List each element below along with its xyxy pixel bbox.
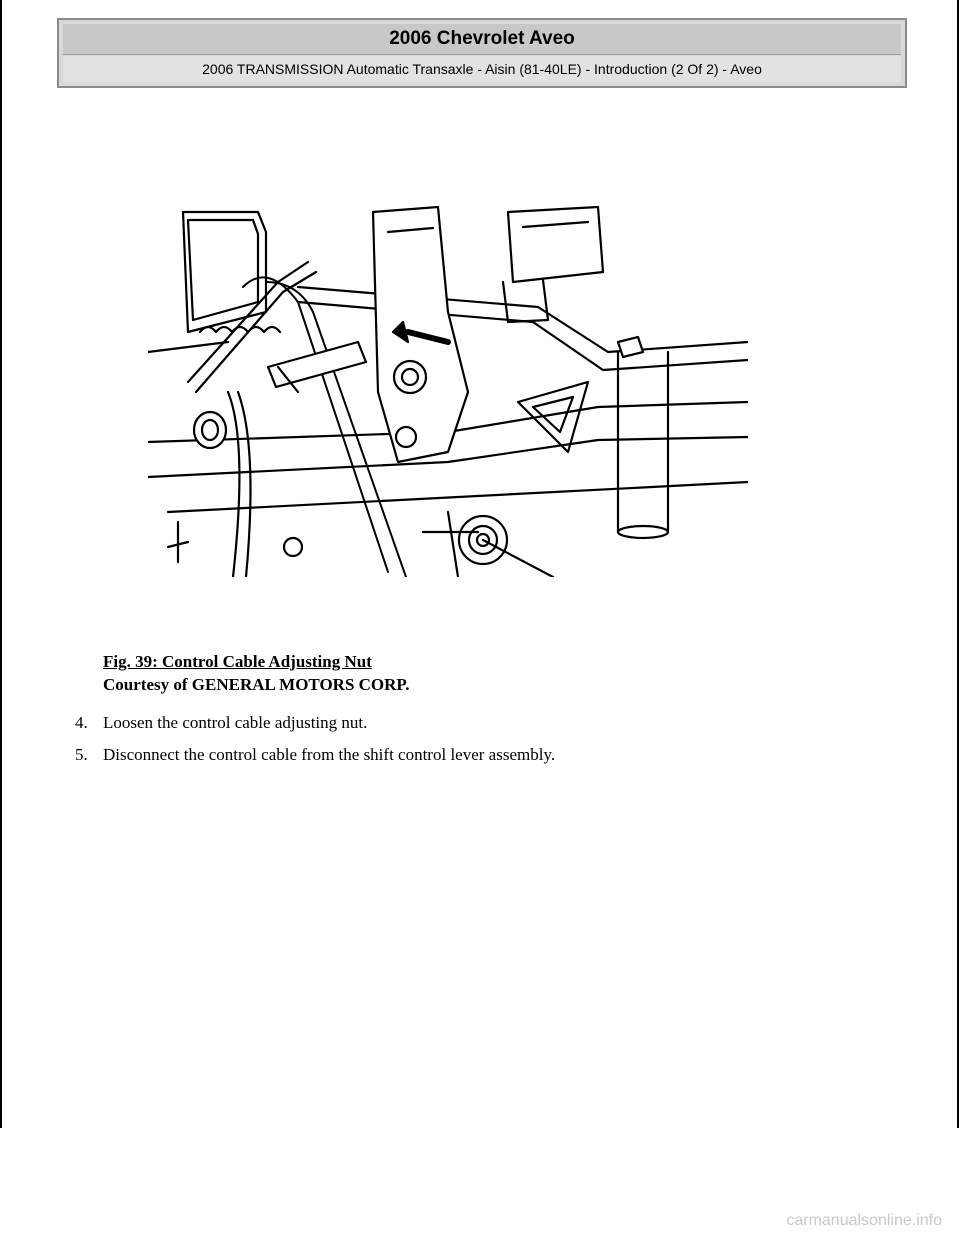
document-subtitle: 2006 TRANSMISSION Automatic Transaxle - Aisin (81-40LE) - Introduction (2 Of 2) - Aveo xyxy=(63,56,901,82)
list-item xyxy=(75,713,555,733)
step-number: 4. xyxy=(75,713,88,732)
page-border-right xyxy=(957,0,959,1128)
figure-caption xyxy=(103,650,410,696)
step-text: Disconnect the control cable from the shift control lever assembly. xyxy=(103,745,556,764)
list-item xyxy=(75,745,555,765)
page-border-left xyxy=(0,0,2,1128)
control-cable-adjusting-nut-illustration xyxy=(148,192,748,577)
document-title: 2006 Chevrolet Aveo xyxy=(63,24,901,55)
watermark: carmanualsonline.info xyxy=(786,1212,942,1229)
figure-title: Fig. 39: Control Cable Adjusting Nut xyxy=(103,652,372,671)
figure-courtesy: Courtesy of GENERAL MOTORS CORP. xyxy=(103,675,410,694)
step-number: 5. xyxy=(75,745,88,764)
procedure-steps xyxy=(75,713,555,777)
document-header xyxy=(57,18,907,88)
step-text: Loosen the control cable adjusting nut. xyxy=(103,713,368,732)
figure-illustration xyxy=(148,192,748,577)
